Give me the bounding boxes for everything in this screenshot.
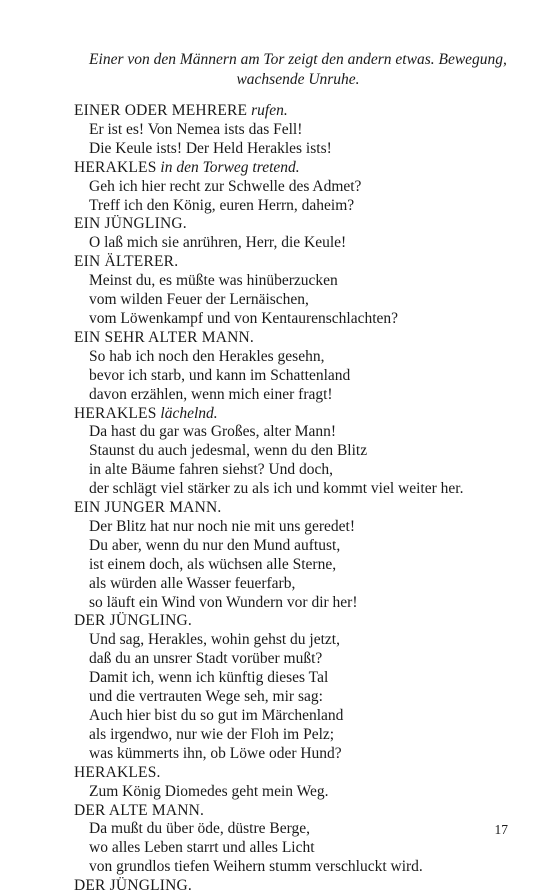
speaker-name: HERAKLES xyxy=(74,404,157,422)
verse-line: ist einem doch, als wüchsen alle Sterne, xyxy=(89,555,337,573)
verse-line: Die Keule ists! Der Held Herakles ists! xyxy=(89,139,332,157)
speaker-heading xyxy=(74,159,514,178)
page-number: 17 xyxy=(494,822,508,837)
page-body xyxy=(74,50,514,896)
verse-line: von grundlos tiefen Weihern stumm verschluckt wird. xyxy=(89,858,423,876)
verse-line: daß du an unsrer Stadt vorüber mußt? xyxy=(89,650,323,668)
speaker-heading xyxy=(74,329,514,348)
speaker-name: HERAKLES. xyxy=(74,763,161,781)
speaker-name: EIN SEHR ALTER MANN. xyxy=(74,328,254,346)
speaker-name: EINER ODER MEHRERE xyxy=(74,102,248,119)
verse-line: was kümmerts ihn, ob Löwe oder Hund? xyxy=(89,744,342,762)
verse-line: vom Löwenkampf und von Kentaurenschlachten? xyxy=(89,309,399,327)
dialogue xyxy=(74,102,514,896)
verse-line: und die vertrauten Wege seh, mir sag: xyxy=(89,688,323,706)
verse-line: So hab ich noch den Herakles gesehn, xyxy=(89,347,325,365)
verse-line: davon erzählen, wenn mich einer fragt! xyxy=(89,385,333,403)
verse-line: Da mußt du über öde, düstre Berge, xyxy=(89,820,310,838)
verse-line: Und sag, Herakles, wohin gehst du jetzt, xyxy=(89,631,340,649)
verse-line: O laß mich sie anrühren, Herr, die Keule! xyxy=(89,234,347,252)
verse-line: Da hast du gar was Großes, alter Mann! xyxy=(89,423,337,441)
verse-line: Meinst du, es müßte was hinüberzucken xyxy=(89,272,338,290)
stage-action: lächelnd. xyxy=(160,404,218,422)
speaker-name: HERAKLES xyxy=(74,158,157,176)
speaker-name: EIN ÄLTERER. xyxy=(74,253,179,271)
verse-line: bevor ich starb, und kann im Schattenland xyxy=(89,366,351,384)
verse-line: Du aber, wenn du nur den Mund auftust, xyxy=(89,536,341,554)
speaker-heading xyxy=(74,405,514,424)
speaker-heading xyxy=(74,102,514,121)
verse-line: der schlägt viel stärker zu als ich und kommt viel weiter her. xyxy=(89,480,464,498)
speaker-heading xyxy=(74,215,514,234)
verse-line: so läuft ein Wind von Wundern vor dir her! xyxy=(89,593,358,611)
verse-line: wo alles Leben starrt und alles Licht xyxy=(89,839,315,857)
verse-line: Der Blitz hat nur noch nie mit uns geredet! xyxy=(89,517,356,535)
speaker-heading xyxy=(74,764,514,783)
verse-line: Damit ich, wenn ich künftig dieses Tal xyxy=(89,669,329,687)
verse-line: Zum König Diomedes geht mein Weg. xyxy=(89,782,329,800)
stage-action: rufen. xyxy=(251,102,288,119)
verse-line: als würden alle Wasser feuerfarb, xyxy=(89,574,296,592)
speaker-heading xyxy=(74,802,514,821)
speaker-name: DER JÜNGLING. xyxy=(74,612,192,630)
speaker-name: DER JÜNGLING. xyxy=(74,877,192,895)
verse-line: Er ist es! Von Nemea ists das Fell! xyxy=(89,120,303,138)
verse-line: Auch hier bist du so gut im Märchenland xyxy=(89,707,344,724)
speaker-name: DER ALTE MANN. xyxy=(74,801,205,819)
verse-line: vom wilden Feuer der Lernäischen, xyxy=(89,291,309,309)
stage-action: in den Torweg tretend. xyxy=(160,158,300,176)
verse-line: Geh ich hier recht zur Schwelle des Admet? xyxy=(89,177,362,195)
speaker-heading xyxy=(74,253,514,272)
speaker-name: EIN JÜNGLING. xyxy=(74,215,187,233)
speaker-name: EIN JUNGER MANN. xyxy=(74,499,222,517)
speaker-heading xyxy=(74,499,514,518)
verse-line: in alte Bäume fahren siehst? Und doch, xyxy=(89,461,334,479)
speaker-heading xyxy=(74,612,514,631)
verse-line: Treff ich den König, euren Herrn, daheim? xyxy=(89,196,355,214)
stage-direction: Einer von den Männern am Tor zeigt den andern etwas. Bewegung, wachsende Unruhe. xyxy=(89,51,507,88)
verse-line: Staunst du auch jedesmal, wenn du den Blitz xyxy=(89,442,368,460)
verse-line: als irgendwo, nur wie der Floh im Pelz; xyxy=(89,725,335,743)
